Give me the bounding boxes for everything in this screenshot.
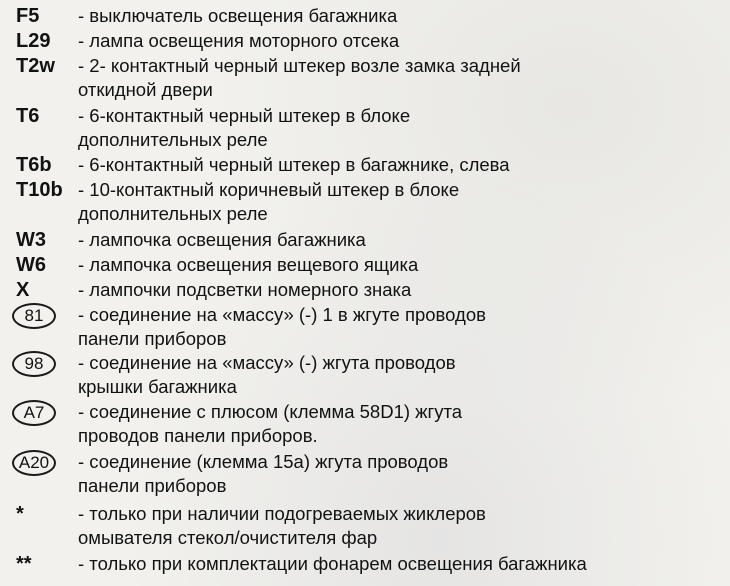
circled-code-label: A7 xyxy=(12,400,56,426)
description-continuation: панели приборов xyxy=(78,328,227,349)
circled-code-label: 81 xyxy=(12,303,56,329)
component-description xyxy=(78,502,486,550)
component-description xyxy=(78,153,510,177)
description-line: - соединение (клемма 15а) жгута проводов xyxy=(78,451,449,472)
component-code: T6b xyxy=(16,154,52,176)
component-description xyxy=(78,29,399,53)
component-description xyxy=(78,552,587,576)
description-line: - лампочка освещения багажника xyxy=(78,229,366,250)
component-code: W6 xyxy=(16,254,46,276)
component-code: L29 xyxy=(16,30,51,52)
component-code: W3 xyxy=(16,229,46,251)
component-code: T10b xyxy=(16,179,63,201)
description-continuation: панели приборов xyxy=(78,475,227,496)
circled-code-label: 98 xyxy=(12,351,56,377)
description-line: - соединение на «массу» (-) 1 в жгуте проводов xyxy=(78,304,486,325)
component-description xyxy=(78,54,521,102)
component-description xyxy=(78,178,459,226)
component-description xyxy=(78,351,456,399)
component-code: T6 xyxy=(16,105,40,127)
description-line: - только при наличии подогреваемых жиклеров xyxy=(78,503,486,524)
component-description xyxy=(78,278,411,302)
component-description xyxy=(78,303,486,351)
component-description xyxy=(78,450,448,498)
component-description xyxy=(78,400,462,448)
component-code: * xyxy=(16,503,24,525)
component-code: ** xyxy=(16,553,32,575)
description-continuation: крышки багажника xyxy=(78,376,237,397)
component-description xyxy=(78,228,366,252)
component-description xyxy=(78,104,410,152)
description-line: - 2- контактный черный штекер возле замка задней xyxy=(78,55,521,76)
circled-code-label: A20 xyxy=(12,450,56,476)
description-line: - только при комплектации фонарем освещения багажника xyxy=(78,553,587,574)
component-code: F5 xyxy=(16,5,40,27)
description-line: - соединение на «массу» (-) жгута проводов xyxy=(78,352,456,373)
description-line: - 6-контактный черный штекер в багажнике, слева xyxy=(78,154,510,175)
component-description xyxy=(78,253,418,277)
description-line: - 10-контактный коричневый штекер в блоке xyxy=(78,179,460,200)
description-line: - лампочка освещения вещевого ящика xyxy=(78,254,419,275)
description-continuation: дополнительных реле xyxy=(78,203,268,224)
description-line: - выключатель освещения багажника xyxy=(78,5,398,26)
description-line: - лампочки подсветки номерного знака xyxy=(78,279,412,300)
description-line: - лампа освещения моторного отсека xyxy=(78,30,400,51)
description-line: - 6-контактный черный штекер в блоке xyxy=(78,105,411,126)
description-continuation: омывателя стекол/очистителя фар xyxy=(78,527,378,548)
component-code: T2w xyxy=(16,55,55,77)
description-continuation: проводов панели приборов. xyxy=(78,425,318,446)
component-description xyxy=(78,4,397,28)
description-continuation: дополнительных реле xyxy=(78,129,268,150)
description-line: - соединение с плюсом (клемма 58D1) жгута xyxy=(78,401,463,422)
component-code: X xyxy=(16,279,30,301)
description-continuation: откидной двери xyxy=(78,79,213,100)
